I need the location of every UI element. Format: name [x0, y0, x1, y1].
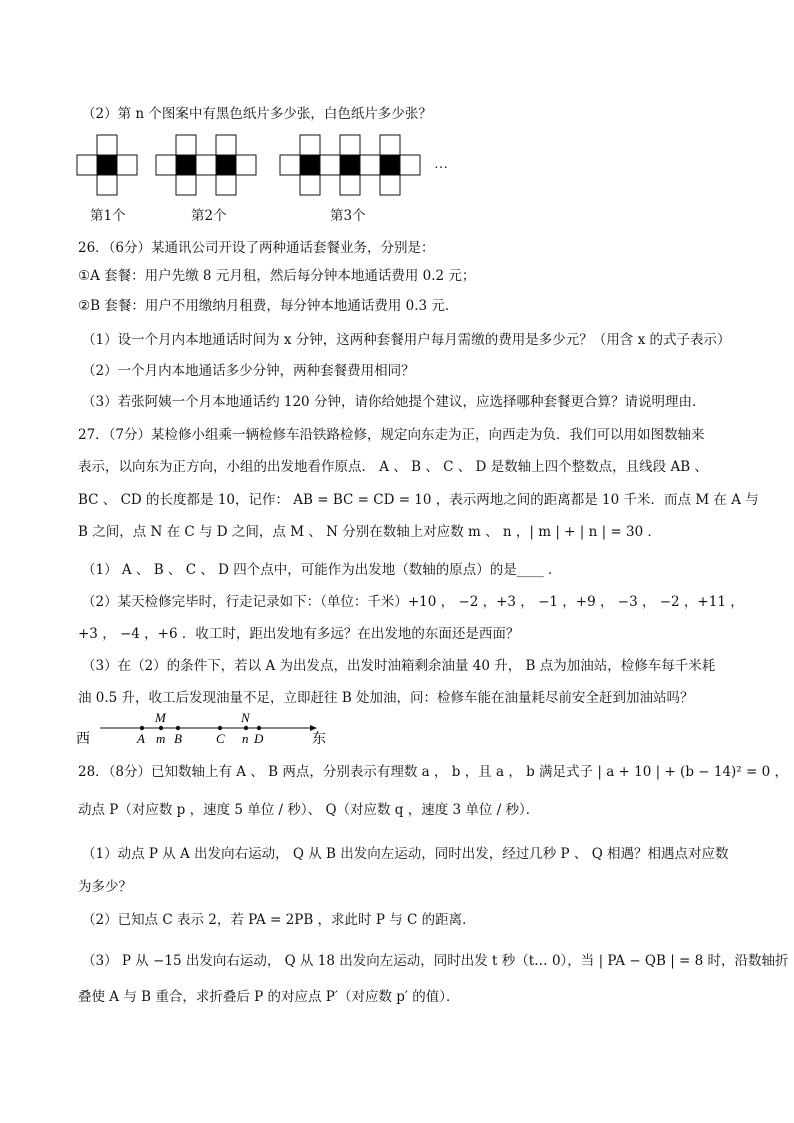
white-square [380, 135, 400, 155]
point-n-dot [244, 726, 248, 730]
q25-part2: （2）第 n 个图案中有黑色纸片多少张，白色纸片多少张？ [82, 106, 432, 122]
white-square [300, 135, 320, 155]
q26-part3: （3）若张阿姨一个月本地通话约 120 分钟，请你给她提个建议，应选择哪种套餐更合算？请说明理由． [82, 394, 706, 410]
point-n-label: n [242, 731, 249, 746]
q28-part3b: 叠使 A 与 B 重合，求折叠后 P 的对应点 P′（对应数 p′ 的值）． [78, 989, 460, 1005]
q26-part2: （2）一个月内本地通话多少分钟，两种套餐费用相同？ [82, 363, 415, 379]
east-label: 东 [312, 732, 326, 747]
black-square [176, 155, 196, 175]
white-square [280, 155, 300, 175]
black-square [300, 155, 320, 175]
white-square [360, 155, 380, 175]
white-square [176, 175, 196, 195]
white-square [196, 155, 216, 175]
q27-line1: 27．（7分）某检修小组乘一辆检修车沿铁路检修，规定向东走为正，向西走为负．我们可以用如图数轴来 [78, 427, 705, 443]
q27-line4: B 之间，点 N 在 C 与 D 之间，点 M 、 N 分别在数轴上对应数 m 、 n ，| m | + | n | = 30 ． [78, 524, 661, 540]
white-square [97, 135, 117, 155]
figure-ellipsis: … [434, 157, 448, 172]
point-c-dot [218, 726, 222, 730]
q28-part2: （2）已知点 C 表示 2，若 PA = 2PB ，求此时 P 与 C 的距离． [82, 912, 476, 928]
black-square [97, 155, 117, 175]
white-square [117, 155, 137, 175]
figure-label-1: 第1个 [90, 208, 126, 224]
point-b-dot [176, 726, 180, 730]
point-n-top-label: N [241, 710, 250, 725]
black-square [380, 155, 400, 175]
point-a-label: A [137, 731, 145, 746]
point-m-dot [159, 726, 163, 730]
q28-line1: 28．（8分）已知数轴上有 A 、 B 两点，分别表示有理数 a ， b ，且 a ， b 满足式子 | a + 10 | + (b − 14)² = 0 ， [78, 764, 788, 780]
black-square [340, 155, 360, 175]
q27-part3a: （3）在（2）的条件下，若以 A 为出发点，出发时油箱剩余油量 40 升， B 点为加油站，检修车每千米耗 [82, 658, 716, 674]
q27-part2a: （2）某天检修完毕时，行走记录如下：（单位：千米）+10 ， −2 ，+3 ， −1 ，+9 ， −3 ， −2 ，+11 ， [82, 594, 744, 610]
white-square [216, 135, 236, 155]
white-square [380, 175, 400, 195]
white-square [320, 155, 340, 175]
white-square [77, 155, 97, 175]
q27-part1: （1） A 、 B 、 C 、 D 四个点中，可能作为出发地（数轴的原点）的是____ ． [82, 562, 562, 578]
q26-plan-a: ①A 套餐：用户先缴 8 元月租，然后每分钟本地通话费用 0.2 元； [78, 268, 476, 284]
number-line-figure [70, 708, 340, 748]
point-d-label: D [254, 731, 264, 746]
white-square [156, 155, 176, 175]
point-c-label: C [216, 731, 225, 746]
white-square [340, 135, 360, 155]
white-square [176, 135, 196, 155]
point-m-label: m [156, 731, 166, 746]
q27-line3: BC 、 CD 的长度都是 10，记作： AB = BC = CD = 10 ，表示两地之间的距离都是 10 千米．而点 M 在 A 与 [78, 492, 759, 508]
q27-line2: 表示，以向东为正方向，小组的出发地看作原点． A 、 B 、 C 、 D 是数轴上四个整数点，且线段 AB 、 [78, 459, 708, 475]
white-square [236, 155, 256, 175]
q28-part1a: （1）动点 P 从 A 出发向右运动， Q 从 B 出发向左运动，同时出发，经过几秒 P 、 Q 相遇？相遇点对应数 [82, 846, 729, 862]
figure-label-3: 第3个 [330, 208, 366, 224]
figure-label-2: 第2个 [191, 208, 227, 224]
west-label: 西 [76, 732, 90, 747]
q26-head: 26．（6分）某通讯公司开设了两种通话套餐业务，分别是： [78, 240, 435, 256]
q26-plan-b: ②B 套餐：用户不用缴纳月租费，每分钟本地通话费用 0.3 元． [78, 298, 459, 314]
q28-part1b: 为多少？ [78, 879, 132, 895]
point-d-dot [257, 726, 261, 730]
white-square [97, 175, 117, 195]
pattern-figure [0, 0, 794, 230]
white-square [216, 175, 236, 195]
q28-line2: 动点 P（对应数 p ，速度 5 单位 / 秒）、 Q（对应数 q ，速度 3 单位 / 秒）． [78, 802, 540, 818]
q27-part2b: +3 ， −4 ，+6 ．收工时，距出发地有多远？在出发地的东面还是西面？ [78, 626, 520, 642]
black-square [216, 155, 236, 175]
point-b-label: B [174, 731, 182, 746]
white-square [340, 175, 360, 195]
q27-part3b: 油 0.5 升，收工后发现油量不足，立即赶往 B 处加油，问：检修车能在油量耗尽前安全赶到加油站吗？ [78, 690, 694, 706]
white-square [400, 155, 420, 175]
point-a-dot [140, 726, 144, 730]
point-m-top-label: M [155, 710, 166, 725]
q26-part1: （1）设一个月内本地通话时间为 x 分钟，这两种套餐用户每月需缴的费用是多少元？（用含 x 的式子表示） [82, 332, 731, 348]
white-square [300, 175, 320, 195]
q28-part3a: （3） P 从 −15 出发向右运动， Q 从 18 出发向左运动，同时出发 t 秒（t… 0），当 | PA − QB | = 8 时，沿数轴折 [82, 953, 789, 969]
